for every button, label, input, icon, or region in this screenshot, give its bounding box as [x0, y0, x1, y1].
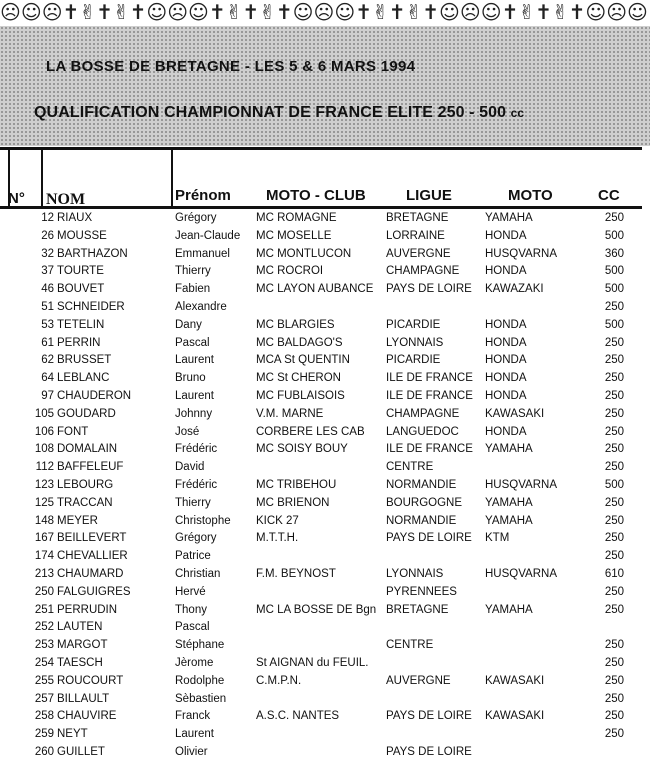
table-header-rule: [0, 206, 642, 209]
rider-bike: KTM: [485, 532, 510, 545]
rider-number: 125: [34, 496, 54, 509]
rider-number: 255: [34, 674, 54, 687]
rider-cc: 250: [604, 372, 624, 385]
rider-cc: 250: [604, 425, 624, 438]
rider-cc: 250: [604, 354, 624, 367]
rider-number: 53: [41, 318, 54, 331]
rider-firstname: Olivier: [175, 746, 208, 758]
rider-league: CHAMPAGNE: [386, 407, 460, 420]
rider-club: MC SOISY BOUY: [256, 443, 348, 456]
header-moto: MOTO: [508, 187, 553, 204]
rider-league: CHAMPAGNE: [386, 265, 460, 278]
rider-lastname: GOUDARD: [57, 407, 116, 420]
rider-number: 46: [41, 283, 54, 296]
rider-bike: YAMAHA: [485, 514, 533, 527]
table-row: [0, 726, 650, 743]
rider-bike: HONDA: [485, 229, 527, 242]
rider-lastname: PERRUDIN: [57, 603, 118, 616]
rider-bike: YAMAHA: [485, 603, 533, 616]
rider-bike: HONDA: [485, 390, 527, 402]
table-row: [0, 548, 650, 565]
rider-cc: 250: [604, 550, 624, 563]
table-row: [0, 637, 650, 654]
rider-firstname: Thierry: [175, 496, 211, 509]
rider-number: 260: [34, 746, 54, 758]
table-row: [0, 335, 650, 352]
rider-cc: 250: [604, 461, 624, 474]
table-row: [0, 441, 650, 458]
rider-league: LANGUEDOC: [386, 425, 459, 438]
rider-number: 148: [34, 514, 54, 527]
table-top-rule: [0, 147, 642, 150]
rider-club: MC BALDAGO'S: [256, 336, 343, 349]
table-row: [0, 317, 650, 334]
rider-cc: 250: [604, 692, 624, 705]
rider-firstname: Franck: [175, 710, 211, 723]
rider-club: St AIGNAN du FEUIL.: [256, 657, 369, 669]
table-row: [0, 477, 650, 494]
rider-bike: YAMAHA: [485, 443, 533, 456]
rider-club: C.M.P.N.: [256, 674, 302, 687]
rider-lastname: BAFFELEUF: [57, 461, 124, 474]
rider-cc: 250: [604, 336, 624, 349]
table-row: [0, 673, 650, 690]
rider-club: MC St CHERON: [256, 372, 341, 385]
rider-number: 112: [35, 461, 54, 474]
rider-cc: 250: [604, 728, 624, 741]
table-row: [0, 281, 650, 298]
table-row: [0, 406, 650, 423]
rider-lastname: TRACCAN: [57, 496, 113, 509]
rider-club: KICK 27: [256, 514, 299, 527]
rider-firstname: Grégory: [175, 532, 217, 545]
rider-cc: 250: [604, 301, 624, 313]
rider-bike: YAMAHA: [485, 212, 533, 224]
rider-club: MC LAYON AUBANCE: [256, 283, 374, 296]
rider-bike: HONDA: [485, 425, 527, 438]
rider-league: NORMANDIE: [386, 479, 457, 491]
rider-lastname: FONT: [57, 425, 89, 438]
rider-cc: 250: [604, 407, 624, 420]
table-row: [0, 744, 650, 761]
table-row: [0, 619, 650, 636]
rider-bike: HUSQVARNA: [485, 247, 557, 260]
rider-club: MC FUBLAISOIS: [256, 390, 345, 402]
rider-cc: 500: [604, 265, 624, 278]
rider-club: M.T.T.H.: [256, 532, 299, 545]
rider-firstname: Johnny: [175, 407, 213, 420]
table-row: [0, 246, 650, 263]
rider-firstname: Laurent: [175, 354, 215, 367]
rider-lastname: FALGUIGRES: [57, 585, 131, 598]
rider-number: 26: [41, 229, 54, 242]
rider-firstname: Sèbastien: [175, 692, 227, 705]
table-row: [0, 459, 650, 476]
rider-firstname: Patrice: [175, 550, 211, 563]
rider-firstname: Frédéric: [175, 479, 218, 491]
table-row: [0, 424, 650, 441]
rider-lastname: LEBLANC: [57, 372, 110, 385]
rider-bike: HONDA: [485, 265, 527, 278]
rider-lastname: BARTHAZON: [57, 247, 128, 260]
table-row: [0, 513, 650, 530]
rider-firstname: Jèrome: [175, 657, 214, 669]
rider-league: PAYS DE LOIRE: [386, 532, 472, 545]
event-title: LA BOSSE DE BRETAGNE - LES 5 & 6 MARS 1994: [46, 58, 416, 75]
rider-bike: HUSQVARNA: [485, 479, 557, 491]
rider-league: LYONNAIS: [386, 568, 444, 580]
rider-bike: YAMAHA: [485, 496, 533, 509]
rider-league: LYONNAIS: [386, 336, 444, 349]
rider-lastname: BOUVET: [57, 283, 105, 296]
rider-lastname: GUILLET: [57, 746, 105, 758]
rider-lastname: LEBOURG: [57, 479, 114, 491]
table-row: [0, 495, 650, 512]
rider-firstname: Hervé: [175, 585, 206, 598]
rider-lastname: PERRIN: [57, 336, 101, 349]
rider-bike: HONDA: [485, 354, 527, 367]
rider-cc: 250: [604, 603, 624, 616]
rider-league: BOURGOGNE: [386, 496, 463, 509]
rider-lastname: SCHNEIDER: [57, 301, 125, 313]
table-row: [0, 352, 650, 369]
rider-firstname: David: [175, 461, 205, 474]
rider-firstname: Christophe: [175, 514, 231, 527]
rider-club: MC MOSELLE: [256, 229, 332, 242]
header-prenom: Prénom: [175, 187, 231, 204]
rider-lastname: LAUTEN: [57, 621, 103, 634]
rider-firstname: Stéphane: [175, 639, 225, 652]
rider-club: A.S.C. NANTES: [256, 710, 340, 723]
table-row: [0, 691, 650, 708]
rider-league: PAYS DE LOIRE: [386, 746, 472, 758]
subtitle-unit: cc: [510, 106, 525, 120]
rider-club: F.M. BEYNOST: [256, 568, 336, 580]
rider-bike: HONDA: [485, 336, 527, 349]
subtitle-text: QUALIFICATION CHAMPIONNAT DE FRANCE ELITE 250 - 500: [34, 104, 507, 121]
rider-firstname: Laurent: [175, 728, 215, 741]
rider-number: 51: [41, 301, 54, 313]
table-row: [0, 263, 650, 280]
rider-number: 251: [34, 603, 54, 616]
rider-number: 254: [34, 657, 54, 669]
rider-firstname: Thony: [175, 603, 207, 616]
rider-league: AUVERGNE: [386, 247, 451, 260]
rider-lastname: BEILLEVERT: [57, 532, 127, 545]
rider-number: 108: [34, 443, 54, 456]
table-row: [0, 370, 650, 387]
rider-number: 32: [41, 247, 54, 260]
rider-bike: KAWASAKI: [485, 674, 545, 687]
rider-league: PICARDIE: [386, 354, 441, 367]
rider-number: 37: [41, 265, 54, 278]
rider-league: PYRENNEES: [386, 585, 457, 598]
rider-lastname: TOURTE: [57, 265, 104, 278]
rider-league: PAYS DE LOIRE: [386, 710, 472, 723]
rider-lastname: NEYT: [57, 728, 88, 741]
rider-league: CENTRE: [386, 461, 434, 474]
rider-number: 250: [34, 585, 54, 598]
table-row: [0, 584, 650, 601]
rider-cc: 250: [604, 212, 624, 224]
rider-league: ILE DE FRANCE: [386, 372, 473, 385]
rider-club: MC ROMAGNE: [256, 212, 337, 224]
event-subtitle: [34, 104, 524, 122]
rider-club: V.M. MARNE: [256, 407, 324, 420]
rider-cc: 250: [604, 496, 624, 509]
header-nom: NOM: [46, 191, 86, 208]
rider-league: ILE DE FRANCE: [386, 390, 473, 402]
rider-bike: KAWAZAKI: [485, 283, 544, 296]
rider-lastname: CHAUVIRE: [57, 710, 117, 723]
rider-lastname: TETELIN: [57, 318, 105, 331]
rider-number: 62: [41, 354, 54, 367]
rider-club: MC TRIBEHOU: [256, 479, 337, 491]
rider-firstname: Bruno: [175, 372, 206, 385]
rider-number: 257: [34, 692, 54, 705]
rider-firstname: Emmanuel: [175, 247, 230, 260]
rider-cc: 610: [604, 568, 624, 580]
rider-bike: HUSQVARNA: [485, 568, 557, 580]
rider-number: 12: [41, 212, 54, 224]
rider-firstname: Pascal: [175, 336, 210, 349]
rider-number: 97: [41, 390, 54, 402]
rider-bike: HONDA: [485, 372, 527, 385]
rider-cc: 250: [604, 532, 624, 545]
rider-club: CORBERE LES CAB: [256, 425, 365, 438]
rider-firstname: Pascal: [175, 621, 210, 634]
rider-lastname: MARGOT: [57, 639, 108, 652]
rider-lastname: DOMALAIN: [57, 443, 118, 456]
rider-number: 213: [34, 568, 54, 580]
table-row: [0, 566, 650, 583]
rider-league: PAYS DE LOIRE: [386, 283, 472, 296]
header-num: N°: [8, 190, 25, 207]
column-divider-nom: [41, 148, 43, 208]
rider-lastname: CHAUMARD: [57, 568, 124, 580]
rider-firstname: Grégory: [175, 212, 217, 224]
rider-league: AUVERGNE: [386, 674, 451, 687]
rider-number: 174: [34, 550, 54, 563]
rider-club: MC ROCROI: [256, 265, 324, 278]
header-cc: CC: [598, 187, 620, 204]
rider-lastname: RIAUX: [57, 212, 93, 224]
rider-number: 105: [34, 407, 54, 420]
rider-cc: 250: [604, 657, 624, 669]
header-club: MOTO - CLUB: [266, 187, 366, 204]
title-banner: [0, 26, 650, 146]
rider-lastname: MOUSSE: [57, 229, 107, 242]
rider-lastname: CHAUDERON: [57, 390, 132, 402]
rider-cc: 250: [604, 585, 624, 598]
rider-cc: 360: [604, 247, 624, 260]
rider-number: 106: [34, 425, 54, 438]
rider-cc: 250: [604, 443, 624, 456]
column-divider-prenom: [171, 148, 173, 208]
rider-cc: 250: [604, 674, 624, 687]
table-row: [0, 655, 650, 672]
table-row: [0, 708, 650, 725]
rider-firstname: Alexandre: [175, 301, 227, 313]
rider-cc: 500: [604, 479, 624, 491]
table-row: [0, 210, 650, 227]
table-row: [0, 299, 650, 316]
rider-lastname: CHEVALLIER: [57, 550, 128, 563]
rider-bike: KAWASAKI: [485, 407, 545, 420]
header-ligue: LIGUE: [406, 187, 452, 204]
rider-league: ILE DE FRANCE: [386, 443, 473, 456]
rider-league: BRETAGNE: [386, 212, 449, 224]
rider-firstname: Laurent: [175, 390, 215, 402]
rider-lastname: ROUCOURT: [57, 674, 124, 687]
rider-cc: 250: [604, 514, 624, 527]
rider-firstname: Christian: [175, 568, 221, 580]
rider-cc: 500: [604, 283, 624, 296]
rider-number: 253: [34, 639, 54, 652]
rider-firstname: Fabien: [175, 283, 211, 296]
rider-lastname: TAESCH: [57, 657, 103, 669]
rider-firstname: José: [175, 425, 200, 438]
rider-number: 167: [34, 532, 54, 545]
rider-cc: 500: [604, 318, 624, 331]
rider-number: 259: [34, 728, 54, 741]
rider-cc: 250: [604, 390, 624, 402]
rider-club: MC BRIENON: [256, 496, 330, 509]
rider-number: 64: [41, 372, 54, 385]
table-row: [0, 388, 650, 405]
rider-bike: KAWASAKI: [485, 710, 545, 723]
rider-number: 123: [34, 479, 54, 491]
rider-league: CENTRE: [386, 639, 434, 652]
table-row: [0, 228, 650, 245]
rider-lastname: MEYER: [57, 514, 98, 527]
decorative-symbol-strip: ☹☺☹✝✌✝✌✝☺☹☺✝✌✝✌✝☺☹☺✝✌✝✌✝☺☹☺✝✌✝✌✝☺☹☺: [0, 0, 648, 24]
rider-firstname: Dany: [175, 318, 202, 331]
rider-firstname: Rodolphe: [175, 674, 225, 687]
rider-club: MCA St QUENTIN: [256, 354, 350, 367]
rider-cc: 500: [604, 229, 624, 242]
table-row: [0, 602, 650, 619]
rider-lastname: BRUSSET: [57, 354, 112, 367]
rider-club: MC LA BOSSE DE Bgn: [256, 603, 377, 616]
rider-bike: HONDA: [485, 318, 527, 331]
rider-league: NORMANDIE: [386, 514, 457, 527]
rider-lastname: BILLAULT: [57, 692, 110, 705]
rider-firstname: Jean-Claude: [175, 229, 241, 242]
rider-club: MC BLARGIES: [256, 318, 335, 331]
rider-club: MC MONTLUCON: [256, 247, 352, 260]
rider-league: LORRAINE: [386, 229, 445, 242]
table-row: [0, 530, 650, 547]
rider-firstname: Frédéric: [175, 443, 218, 456]
rider-number: 258: [34, 710, 54, 723]
rider-number: 252: [34, 621, 54, 634]
rider-firstname: Thierry: [175, 265, 211, 278]
rider-cc: 250: [604, 639, 624, 652]
rider-number: 61: [41, 336, 54, 349]
rider-league: PICARDIE: [386, 318, 441, 331]
rider-league: BRETAGNE: [386, 603, 449, 616]
rider-cc: 250: [604, 710, 624, 723]
